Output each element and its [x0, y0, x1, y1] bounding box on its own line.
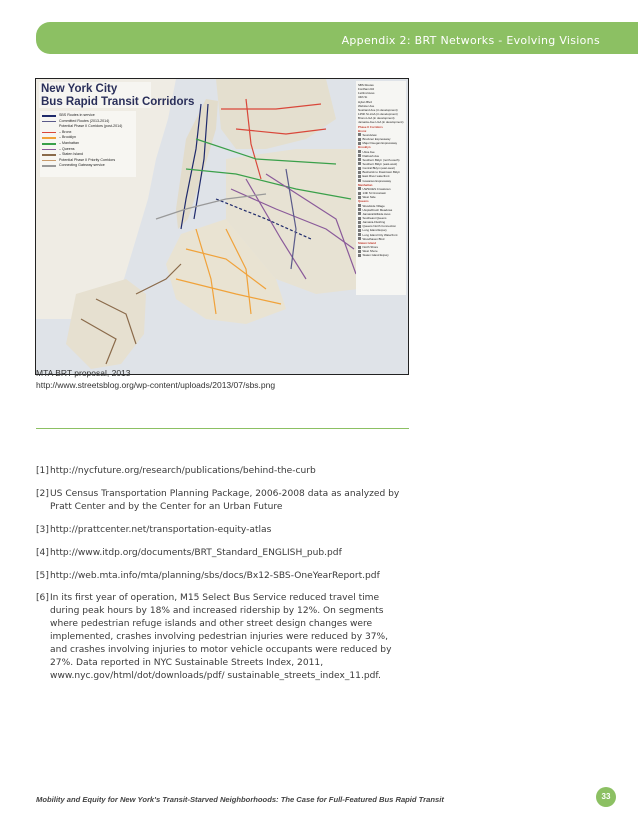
map-legend-routes	[42, 113, 172, 169]
legend-text: Long Island City Waterfront	[362, 232, 398, 237]
reference-text: http://nycfuture.org/research/publications/behind-the-curb	[50, 466, 316, 476]
corridor-marker	[358, 138, 361, 141]
map-title	[41, 83, 194, 109]
header-bar	[36, 22, 638, 54]
legend-text: Bushwick to Downtown Bklyn	[362, 170, 401, 175]
legend-label: – Bronx	[59, 129, 72, 134]
legend-text: Staten Island Expwy	[362, 253, 389, 258]
corridor-marker	[358, 150, 361, 153]
corridor-marker	[358, 204, 361, 207]
corridor-marker	[358, 237, 361, 240]
section-divider	[36, 428, 409, 429]
reference-number: [4]	[36, 547, 49, 558]
corridor-marker	[358, 158, 361, 161]
legend-swatch	[42, 160, 56, 162]
legend-label: Connecting Gateway service	[59, 163, 105, 168]
legend-text: Flatbush Ave	[362, 153, 380, 158]
reference-item	[36, 488, 406, 514]
corridor-marker	[358, 212, 361, 215]
legend-text: Phase II Corridors	[358, 124, 383, 129]
corridor-marker	[358, 175, 361, 178]
brt-corridors-map	[35, 78, 409, 375]
legend-swatch	[42, 132, 56, 134]
legend-text: Soundview	[362, 132, 377, 137]
legend-text: Webster Ave	[358, 103, 375, 108]
legend-corridor-item	[358, 253, 406, 257]
map-title-line-1: New York City	[41, 83, 118, 95]
legend-text: Southern Bklyn (east-west)	[362, 161, 398, 166]
legend-label: – Manhattan	[59, 140, 79, 145]
legend-route-entry	[42, 163, 172, 169]
corridor-marker	[358, 196, 361, 199]
legend-text: North Shore	[362, 245, 379, 250]
legend-label: Potential Phase II Priority Corridors	[59, 157, 116, 162]
corridor-marker	[358, 142, 361, 145]
reference-text: http://web.mta.info/mta/planning/sbs/docs/Bx12-SBS-OneYearReport.pdf	[50, 570, 380, 581]
caption-url: http://www.streetsblog.org/wp-content/uploads/2013/07/sbs.png	[36, 379, 276, 390]
footer-title: Mobility and Equity for New York's Transit-Starved Neighborhoods: The Case for Full-Featured Bus Rapid Transit	[36, 795, 444, 804]
legend-text: Woodhaven Blvd	[362, 236, 385, 241]
corridor-marker	[358, 250, 361, 253]
reference-text: http://prattcenter.net/transportation-equity-atlas	[50, 524, 272, 535]
references-list	[36, 465, 406, 693]
corridor-marker	[358, 133, 361, 136]
corridor-marker	[358, 217, 361, 220]
corridor-marker	[358, 246, 361, 249]
corridor-marker	[358, 233, 361, 236]
corridor-marker	[358, 179, 361, 182]
reference-number: [6]	[36, 593, 49, 604]
corridor-marker	[358, 254, 361, 257]
legend-text: Queens North Connection	[362, 224, 396, 229]
legend-swatch	[42, 121, 56, 123]
section-title: Appendix 2: BRT Networks - Evolving Visions	[341, 34, 600, 47]
reference-number: [2]	[36, 488, 49, 499]
legend-text: 14th St Crosstown	[362, 191, 387, 196]
corridor-marker	[358, 221, 361, 224]
legend-text: 1st/2nd Aves	[358, 91, 375, 96]
map-title-line-2: Bus Rapid Transit Corridors	[41, 96, 195, 108]
legend-text: Utopia/Fresh Meadows	[362, 207, 393, 212]
legend-text: Major Deegan Expressway	[362, 141, 398, 146]
reference-item	[36, 592, 406, 682]
reference-item	[36, 465, 406, 478]
corridor-marker	[358, 229, 361, 232]
corridor-marker	[358, 167, 361, 170]
caption-source: MTA BRT proposal, 2013	[36, 368, 131, 378]
corridor-marker	[358, 154, 361, 157]
legend-text: Southeast Queens	[362, 216, 387, 220]
corridor-marker	[358, 162, 361, 165]
legend-text: Fordham Rd	[358, 87, 375, 92]
reference-text: http://www.itdp.org/documents/BRT_Standard_ENGLISH_pub.pdf	[50, 547, 342, 558]
legend-label: – Staten Island	[59, 152, 83, 157]
legend-text: SBS Routes	[358, 83, 374, 87]
legend-text: Gowanus Expressway	[362, 178, 392, 183]
legend-label: Potential Phase II Corridors (post-2014)	[59, 124, 123, 129]
legend-text: Woodside Village	[362, 203, 385, 208]
legend-text: 125th St-LGA (in development)	[358, 112, 398, 117]
corridor-marker	[358, 225, 361, 228]
reference-number: [5]	[36, 570, 49, 581]
legend-text: Utica Ave	[362, 149, 375, 154]
legend-swatch	[42, 149, 56, 151]
legend-swatch	[42, 154, 56, 156]
legend-text: 34th St	[358, 95, 368, 100]
legend-text: West Shore	[362, 249, 378, 254]
legend-text: Long Island Expwy	[362, 228, 387, 233]
page-number: 33	[596, 787, 616, 807]
reference-number: [3]	[36, 524, 49, 535]
corridor-marker	[358, 171, 361, 174]
legend-text: Bronx	[358, 128, 367, 133]
legend-text: Nostrand Ave (in development)	[358, 107, 398, 112]
legend-swatch	[42, 115, 56, 117]
legend-swatch	[42, 143, 56, 145]
legend-swatch	[42, 137, 56, 139]
reference-item	[36, 524, 406, 537]
map-caption	[36, 368, 275, 391]
legend-text: Central Bklyn (east-west)	[362, 166, 395, 171]
legend-label: Committed Routes (2013-2014)	[59, 118, 110, 123]
legend-text: Hylan Blvd	[358, 99, 372, 104]
legend-text: Queens	[358, 199, 369, 204]
legend-text: Staten Island	[358, 240, 376, 245]
legend-text: Jamaica/Hillside Aves	[362, 211, 391, 216]
corridor-marker	[358, 187, 361, 190]
corridor-marker	[358, 208, 361, 211]
reference-number: [1]	[36, 466, 49, 476]
reference-item	[36, 547, 406, 560]
legend-text: Brooklyn	[358, 145, 371, 150]
reference-item	[36, 570, 406, 583]
corridor-marker	[358, 192, 361, 195]
legend-text: West Side	[362, 195, 376, 200]
legend-label: – Brooklyn	[59, 135, 76, 140]
legend-text: Manhattan	[358, 182, 373, 187]
legend-label: – Queens	[59, 146, 75, 151]
legend-text: Jamaica-Ave LGA (in development)	[358, 120, 404, 125]
legend-swatch	[42, 165, 56, 167]
reference-text: In its first year of operation, M15 Select Bus Service reduced travel time during peak hours by 18% and increased ridership by 12%. On segments where pedestrian refuge islands and other street design changes were implemented, crashes involving pedestrian injuries were reduced by 37%, and crashes involving injuries to motor vehicle occupants were reduced by 27%. Data reported in NYC Sustainable Streets Index, 2011, www.nyc.gov/html/dot/downloads/pdf/ sustainable_streets_index_11.pdf.	[50, 593, 392, 681]
legend-label: SBS Routes in service	[59, 113, 95, 117]
map-legend-corridors	[358, 83, 406, 258]
reference-text: US Census Transportation Planning Package, 2006-2008 data as analyzed by Pratt Center and by the Center for an Urban Future	[50, 488, 400, 512]
legend-text: Southern Bklyn (north-south)	[362, 157, 400, 162]
legend-text: UWS/UES Crosstown	[362, 186, 391, 191]
legend-text: East River waterfront	[362, 174, 390, 179]
legend-text: Bronx-LGA (in development)	[358, 116, 395, 121]
legend-text: Jamaica-Flushing	[362, 220, 386, 225]
legend-text: Bruckner Expressway	[362, 137, 391, 142]
